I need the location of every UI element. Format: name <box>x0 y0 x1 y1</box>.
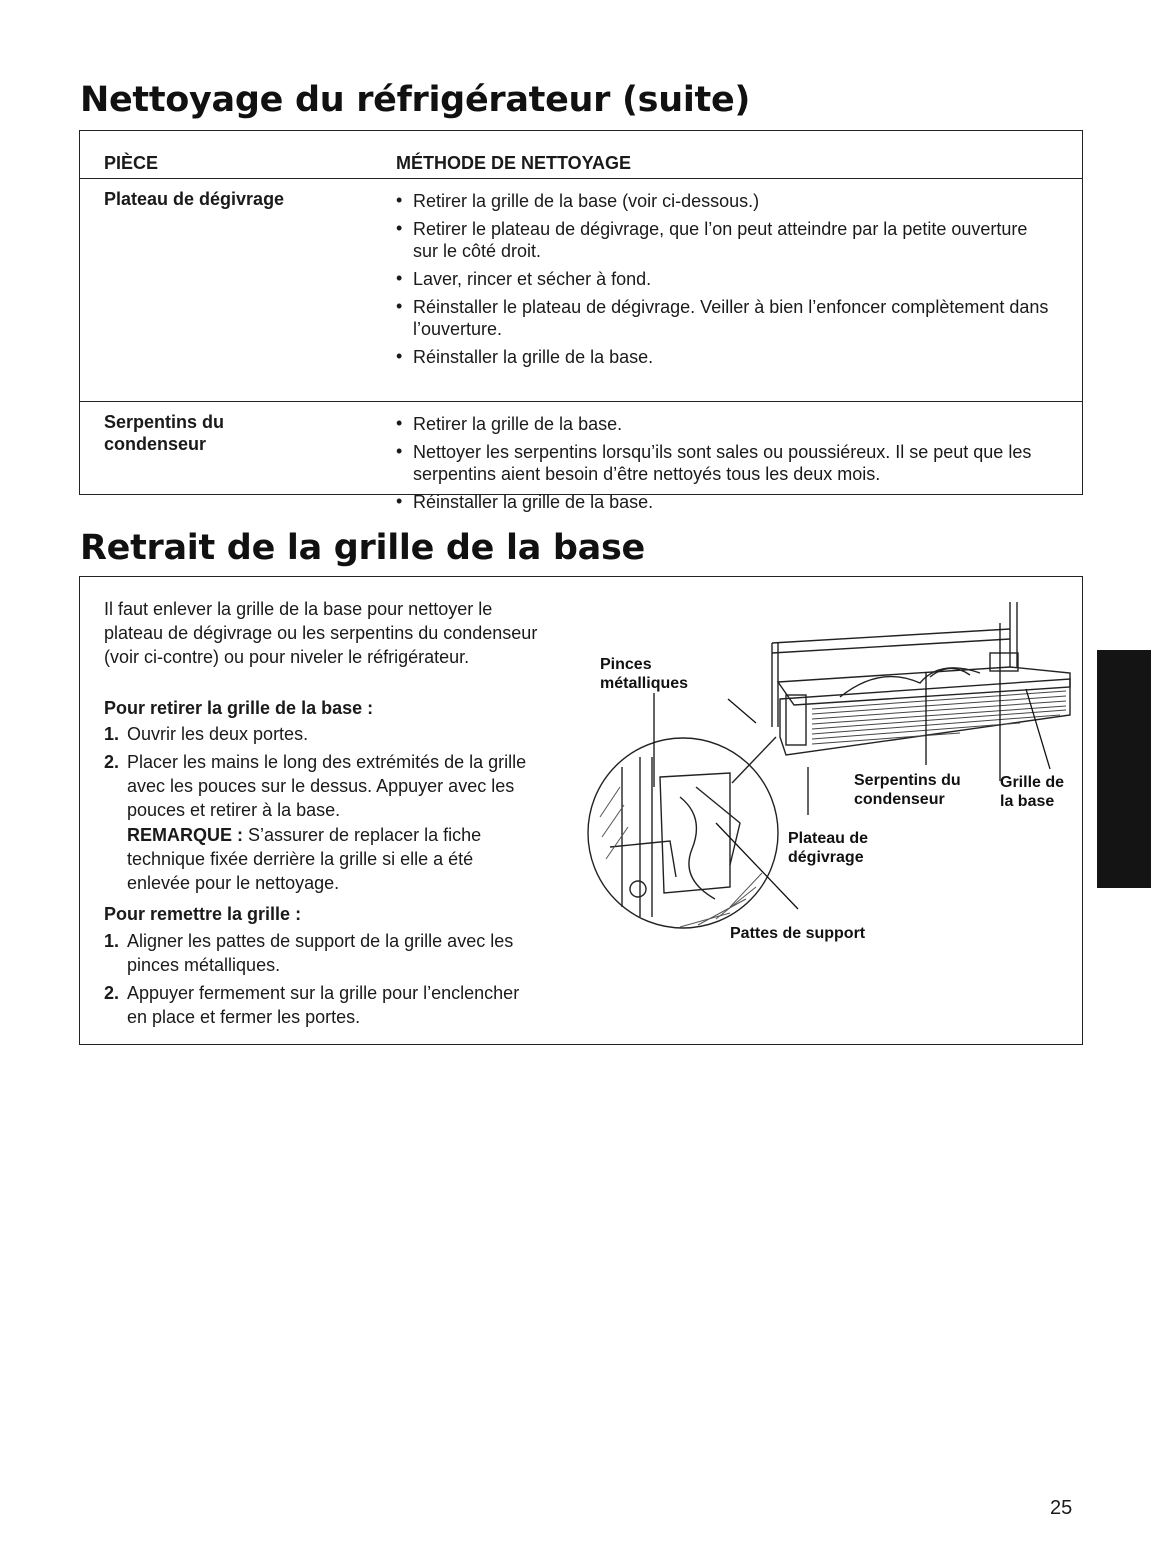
section-tab-marker <box>1097 650 1151 888</box>
column-header-part: PIÈCE <box>104 153 159 173</box>
part-name: Serpentins du condenseur <box>104 412 225 454</box>
step-text: Placer les mains le long des extrémités de la grille avec les pouces sur le dessus. Appuyer avec les pouces et retirer à la base. <box>127 752 527 820</box>
table-row <box>80 179 1082 402</box>
list-item <box>104 722 534 746</box>
section-title-cleaning: Nettoyage du réfrigérateur (suite) <box>80 80 751 120</box>
table-row <box>80 402 1082 512</box>
replace-steps <box>104 929 534 1033</box>
remove-title: Pour retirer la grille de la base : <box>104 698 374 718</box>
label-condenser-coils: Serpentins du condenseur <box>854 772 961 808</box>
step-item: • Retirer la grille de la base (voir ci-dessous.) <box>396 190 1056 212</box>
label-base-grille: Grille de la base <box>1000 774 1065 810</box>
step-text: Ouvrir les deux portes. <box>127 724 309 744</box>
part-name: Plateau de dégivrage <box>104 189 285 209</box>
list-item <box>104 981 534 1029</box>
intro-paragraph: Il faut enlever la grille de la base pour nettoyer le plateau de dégivrage ou les serpentins du condenseur (voir ci-contre) ou pour niveler le réfrigérateur. <box>104 599 538 667</box>
list-item <box>104 929 534 977</box>
step-item: • Laver, rincer et sécher à fond. <box>396 268 1056 290</box>
step-item: • Nettoyer les serpentins lorsqu’ils sont sales ou poussiéreux. Il se peut que les serpentins aient besoin d’être nettoyés tous les deux mois. <box>396 441 1056 485</box>
section-title-removal: Retrait de la grille de la base <box>80 528 645 568</box>
step-item: • Réinstaller la grille de la base. <box>396 491 1056 513</box>
remove-steps <box>104 722 534 826</box>
cleaning-steps <box>396 413 1056 519</box>
page-number: 25 <box>1050 1497 1073 1519</box>
cleaning-steps <box>396 190 1056 374</box>
label-support-tabs: Pattes de support <box>730 925 866 942</box>
step-text: Appuyer fermement sur la grille pour l’enclencher en place et fermer les portes. <box>127 983 520 1027</box>
step-number: 2. <box>104 752 120 772</box>
step-text: Aligner les pattes de support de la grille avec les pinces métalliques. <box>127 931 514 975</box>
table-header <box>80 131 1082 179</box>
step-number: 2. <box>104 983 120 1003</box>
note <box>127 823 537 895</box>
step-item: • Réinstaller le plateau de dégivrage. Veiller à bien l’enfoncer complètement dans l’ouverture. <box>396 296 1056 340</box>
cleaning-table <box>79 130 1083 512</box>
base-grille-illustration <box>580 587 1076 1007</box>
step-number: 1. <box>104 724 120 744</box>
note-text: S’assurer de replacer la fiche technique fixée derrière la grille si elle a été enlevée pour le nettoyage. <box>127 825 482 893</box>
step-item: • Retirer le plateau de dégivrage, que l’on peut atteindre par la petite ouverture sur le côté droit. <box>396 218 1056 262</box>
column-header-method: MÉTHODE DE NETTOYAGE <box>396 153 632 173</box>
step-number: 1. <box>104 931 120 951</box>
removal-section <box>79 576 1083 1045</box>
label-defrost-pan: Plateau de dégivrage <box>788 830 869 866</box>
note-label: REMARQUE : <box>127 825 243 845</box>
step-item: • Retirer la grille de la base. <box>396 413 1056 435</box>
step-item: • Réinstaller la grille de la base. <box>396 346 1056 368</box>
replace-title: Pour remettre la grille : <box>104 904 302 924</box>
list-item <box>104 750 534 822</box>
label-metal-clips: Pinces métalliques <box>600 656 689 692</box>
